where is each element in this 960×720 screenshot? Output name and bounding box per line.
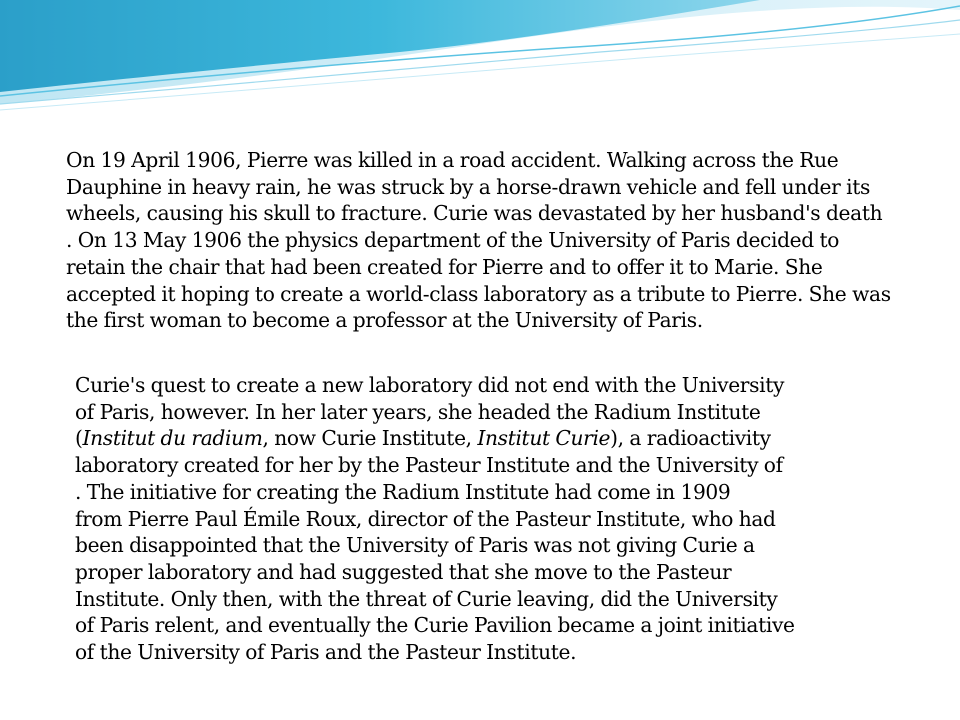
italic-institut-du-radium: Institut du radium	[82, 426, 263, 451]
text-line: been disappointed that the University of Paris was not giving Curie a	[75, 533, 755, 558]
text-line: accepted it hoping to create a world-class laboratory as a tribute to Pierre. She was	[66, 281, 891, 306]
text-line: of Paris relent, and eventually the Curie Pavilion became a joint initiative	[75, 613, 795, 638]
italic-institut-curie: Institut Curie	[477, 426, 611, 451]
text-line: proper laboratory and had suggested that she move to the Pasteur	[75, 559, 732, 584]
text-fragment: (	[75, 426, 83, 451]
paragraph-radium-institute	[75, 372, 935, 666]
text-line: of Paris, however. In her later years, she headed the Radium Institute	[75, 399, 761, 424]
paragraph-pierre-death	[66, 147, 946, 334]
text-line: On 19 April 1906, Pierre was killed in a road accident. Walking across the Rue	[66, 148, 839, 172]
text-line: Institute. Only then, with the threat of Curie leaving, did the University	[75, 586, 778, 611]
text-line: the first woman to become a professor at the University of Paris.	[66, 308, 703, 333]
wave-dark-band	[0, 0, 760, 92]
text-line: Dauphine in heavy rain, he was struck by a horse-drawn vehicle and fell under its	[66, 174, 870, 199]
text-fragment: ), a radioactivity	[610, 426, 771, 451]
text-line: from Pierre Paul Émile Roux, director of the Pasteur Institute, who had	[75, 506, 776, 531]
text-line: of the University of Paris and the Pasteur Institute.	[75, 640, 577, 665]
text-line: retain the chair that had been created for Pierre and to offer it to Marie. She	[66, 254, 823, 279]
text-fragment: , now Curie Institute,	[262, 426, 478, 451]
header-wave-decoration	[0, 0, 960, 120]
text-line: Curie's quest to create a new laboratory did not end with the University	[75, 373, 785, 397]
text-line: . The initiative for creating the Radium Institute had come in 1909	[75, 479, 731, 504]
text-line: . On 13 May 1906 the physics department of the University of Paris decided to	[66, 228, 840, 253]
text-line: wheels, causing his skull to fracture. Curie was devastated by her husband's death	[66, 201, 883, 226]
text-line: laboratory created for her by the Pasteur Institute and the University of	[75, 453, 783, 478]
text-line-with-italics	[75, 425, 935, 452]
